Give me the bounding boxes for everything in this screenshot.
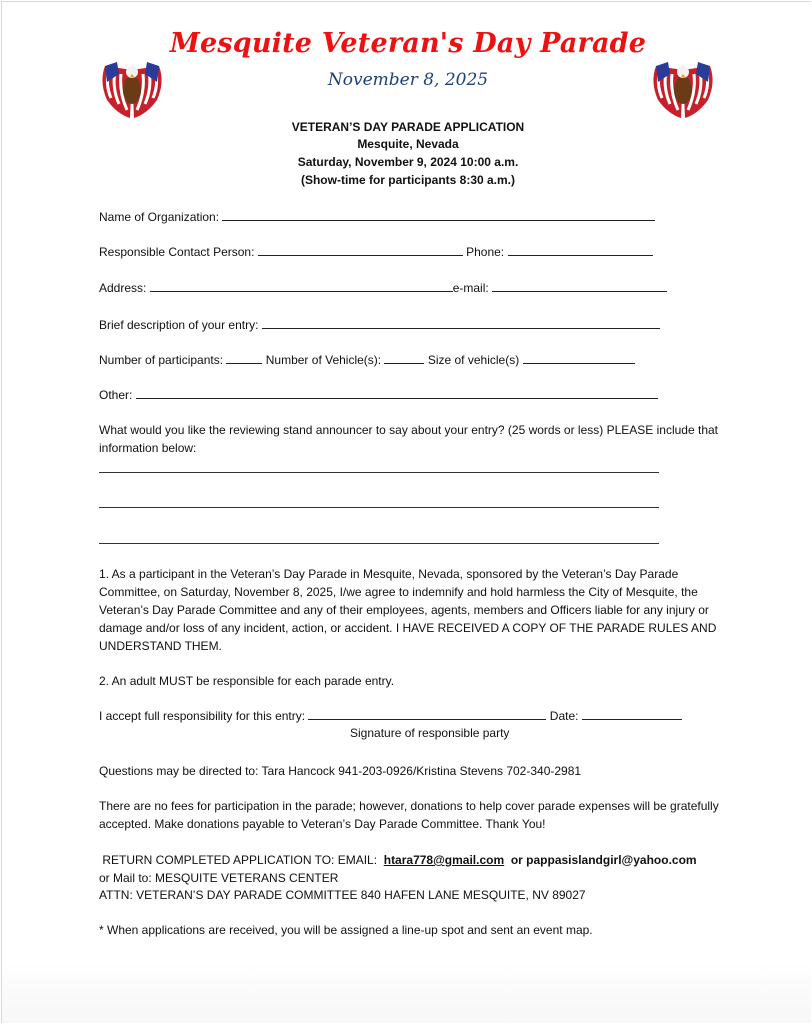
terms-item-1: 1. As a participant in the Veteran’s Day Parade in Mesquite, Nevada, sponsored by the Veteran’s Day Parade Committee, on Saturday, November 8, 2025, I/we agree to indemnify and hold harmless the City of Mesquite, the Veteran’s Day Parade Committee and any of their employees, agents, members and Officers liable for any injury or damage and/or loss of any incident, action, or accident. I HAVE RECEIVED A COPY OF THE PARADE RULES AND UNDERSTAND THEM.: [99, 567, 717, 653]
email-link-2[interactable]: pappasislandgirl@yahoo.com: [526, 853, 697, 867]
terms-item-2: 2. An adult MUST be responsible for each parade entry.: [99, 674, 395, 688]
contact-row: [99, 244, 653, 259]
questions-contact: Questions may be directed to: Tara Hancock 941-203-0926/Kristina Stevens 702-340-2981: [99, 764, 582, 778]
address-row: [99, 280, 667, 295]
address-field[interactable]: [150, 280, 453, 292]
document-page: [1, 1, 811, 1023]
announcer-question: What would you like the reviewing stand announcer to say about your entry? (25 words or less) PLEASE include that information below:: [99, 423, 719, 455]
or-text: or: [504, 853, 527, 867]
vehicles-field[interactable]: [384, 352, 424, 364]
description-field[interactable]: [262, 317, 660, 329]
email-label: e-mail:: [452, 281, 489, 295]
contact-label: Responsible Contact Person:: [99, 245, 255, 259]
event-title: Mesquite Veteran's Day Parade: [169, 28, 647, 59]
announcer-line-2[interactable]: [99, 507, 659, 508]
date-label: Date:: [549, 709, 579, 723]
email-field[interactable]: [492, 280, 667, 292]
return-line: [99, 851, 724, 869]
signature-field[interactable]: [308, 708, 546, 720]
description-label: Brief description of your entry:: [99, 318, 259, 332]
participants-label: Number of participants:: [99, 353, 224, 367]
participants-row: [99, 352, 635, 367]
phone-label: Phone:: [466, 245, 505, 259]
signature-caption: Signature of responsible party: [350, 726, 510, 740]
announcer-line-1[interactable]: [99, 472, 659, 473]
schedule-heading: Saturday, November 9, 2024 10:00 a.m.: [297, 155, 519, 169]
vehicles-label: Number of Vehicle(s):: [265, 353, 382, 367]
application-heading: VETERAN’S DAY PARADE APPLICATION: [291, 120, 525, 134]
attn-line: ATTN: VETERAN’S DAY PARADE COMMITTEE 840 HAFEN LANE MESQUITE, NV 89027: [99, 888, 586, 902]
description-row: [99, 317, 660, 332]
vehicle-size-label: Size of vehicle(s): [427, 353, 520, 367]
phone-field[interactable]: [508, 244, 653, 256]
event-date: November 8, 2025: [327, 70, 489, 90]
location-heading: Mesquite, Nevada: [357, 137, 459, 151]
other-row: [99, 387, 658, 402]
other-field[interactable]: [136, 387, 658, 399]
mail-line: or Mail to: MESQUITE VETERANS CENTER: [99, 871, 339, 885]
accept-label: I accept full responsibility for this entry:: [99, 709, 306, 723]
return-prefix: RETURN COMPLETED APPLICATION TO: EMAIL:: [99, 853, 384, 867]
address-label: Address:: [99, 281, 147, 295]
showtime-heading: (Show-time for participants 8:30 a.m.): [300, 173, 516, 187]
email-link-1[interactable]: htara778@gmail.com: [383, 853, 505, 867]
date-field[interactable]: [582, 708, 682, 720]
organization-field[interactable]: [222, 209, 655, 221]
other-label: Other:: [99, 388, 133, 402]
footnote: * When applications are received, you will be assigned a line-up spot and sent an event map.: [99, 923, 593, 937]
signature-row: [99, 708, 682, 723]
organization-label: Name of Organization:: [99, 210, 220, 224]
vehicle-size-field[interactable]: [523, 352, 635, 364]
organization-row: [99, 209, 655, 224]
announcer-line-3[interactable]: [99, 543, 659, 544]
fees-note: There are no fees for participation in the parade; however, donations to help cover parade expenses will be gratefully accepted. Make donations payable to Veteran’s Day Parade Committee. Thank You!: [99, 799, 719, 831]
participants-field[interactable]: [226, 352, 262, 364]
contact-field[interactable]: [258, 244, 463, 256]
